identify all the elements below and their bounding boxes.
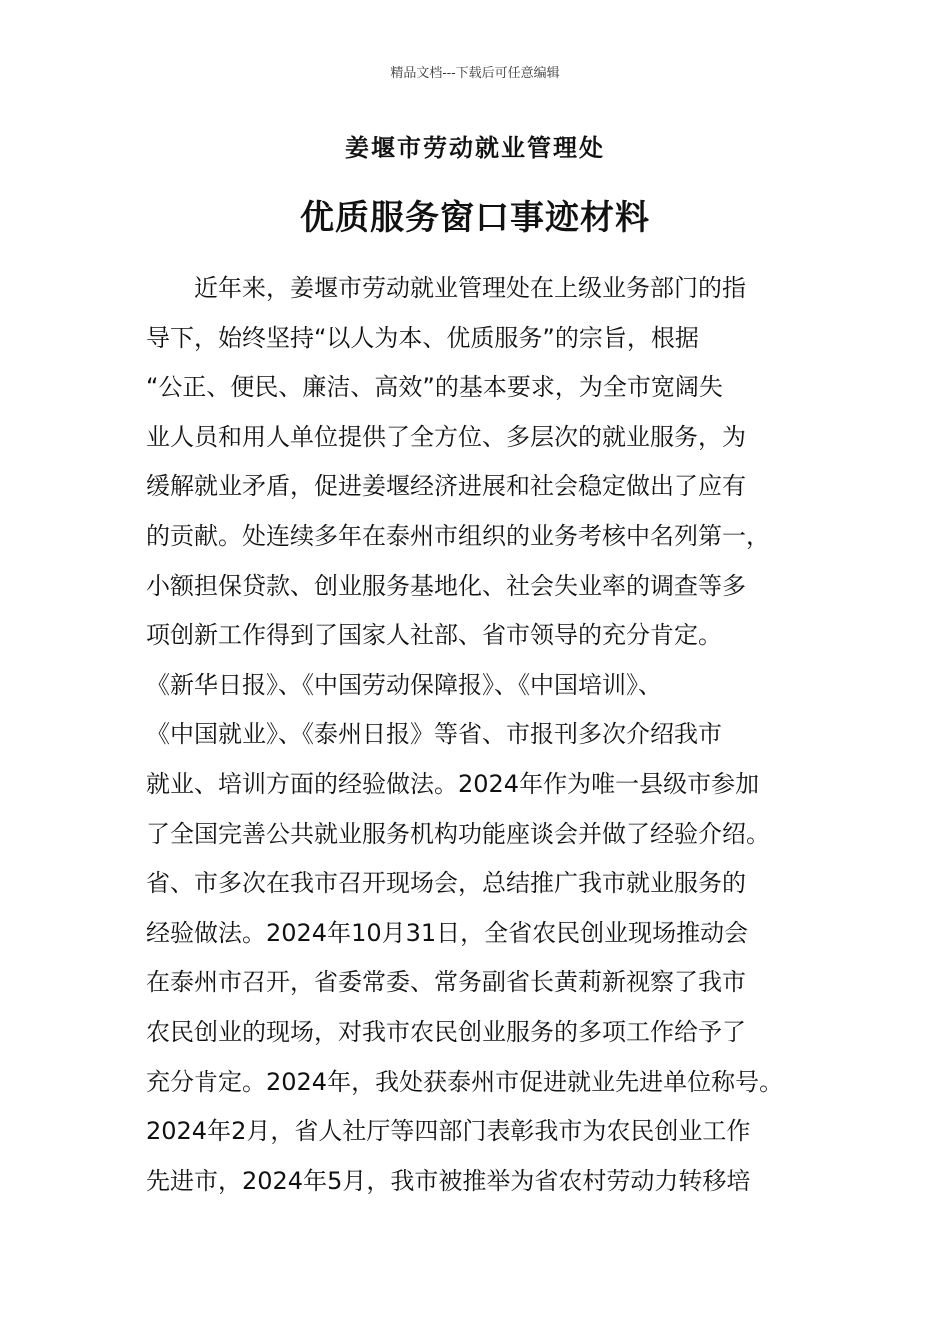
paragraph-line: 经验做法。2024年10月31日，全省农民创业现场推动会 (146, 918, 749, 947)
paragraph-line: 在泰州市召开，省委常委、常务副省长黄莉新视察了我市 (146, 968, 746, 997)
paragraph-line: 《新华日报》、《中国劳动保障报》、《中国培训》、 (146, 670, 662, 699)
document-title: 优质服务窗口事迹材料 (300, 198, 650, 238)
paragraph-line: 《中国就业》、《泰州日报》等省、市报刊多次介绍我市 (146, 720, 722, 749)
paragraph-line: 先进市，2024年5月，我市被推举为省农村劳动力转移培 (146, 1166, 751, 1195)
paragraph-line: 了全国完善公共就业服务机构功能座谈会并做了经验介绍。 (146, 819, 770, 848)
paragraph-line: 省、市多次在我市召开现场会，总结推广我市就业服务的 (146, 869, 746, 898)
paragraph-line: 项创新工作得到了国家人社部、省市领导的充分肯定。 (146, 621, 722, 650)
paragraph-line: 就业、培训方面的经验做法。2024年作为唯一县级市参加 (146, 769, 760, 798)
paragraph-line: 导下，始终坚持“以人为本、优质服务”的宗旨，根据 (146, 323, 699, 352)
paragraph-line: 2024年2月，省人社厅等四部门表彰我市为农民创业工作 (146, 1117, 751, 1146)
paragraph-line: 缓解就业矛盾，促进姜堰经济进展和社会稳定做出了应有 (146, 472, 746, 501)
page-header-note: 精品文档---下载后可任意编辑 (390, 66, 560, 81)
paragraph-line: 的贡献。处连续多年在泰州市组织的业务考核中名列第一， (146, 521, 770, 550)
paragraph-line: 农民创业的现场，对我市农民创业服务的多项工作给予了 (146, 1017, 746, 1046)
document-subtitle: 姜堰市劳动就业管理处 (345, 133, 605, 162)
paragraph-line: “公正、便民、廉洁、高效”的基本要求，为全市宽阔失 (146, 373, 723, 402)
body-paragraph (146, 266, 816, 1208)
paragraph-line: 小额担保贷款、创业服务基地化、社会失业率的调查等多 (146, 571, 746, 600)
paragraph-line: 近年来，姜堰市劳动就业管理处在上级业务部门的指 (146, 274, 746, 302)
paragraph-line: 充分肯定。2024年，我处获泰州市促进就业先进单位称号。 (146, 1067, 784, 1096)
paragraph-line: 业人员和用人单位提供了全方位、多层次的就业服务，为 (146, 422, 746, 451)
